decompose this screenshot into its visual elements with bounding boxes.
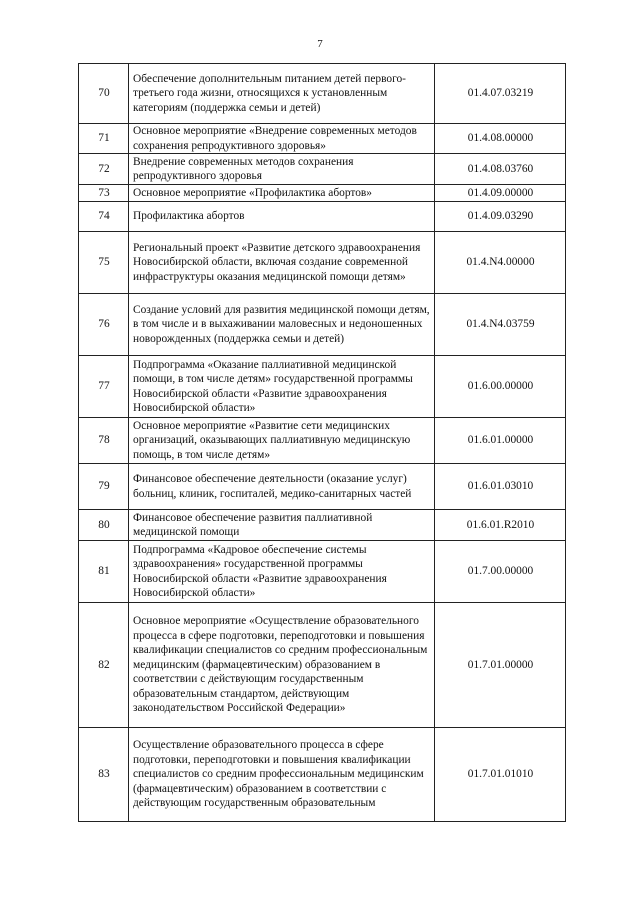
row-code: 01.4.N4.00000: [435, 232, 566, 294]
row-code: 01.4.N4.03759: [435, 294, 566, 356]
page-number: 7: [317, 38, 323, 50]
row-code: 01.7.01.01010: [435, 728, 566, 822]
row-name: Профилактика абортов: [129, 202, 435, 232]
row-code: 01.7.01.00000: [435, 603, 566, 728]
row-number: 79: [79, 464, 129, 510]
table-row: [79, 418, 566, 464]
row-number: 75: [79, 232, 129, 294]
table-row: [79, 356, 566, 418]
table-row: [79, 232, 566, 294]
row-name: Осуществление образовательного процесса в сфере подготовки, переподготовки и повышения квалификации специалистов со средним профессиональным медицинским (фармацевтическим) образованием в соответствии с действующим государственным образовательным: [129, 728, 435, 822]
row-name: Создание условий для развития медицинской помощи детям, в том числе и в выхаживании маловесных и недоношенных новорожденных (поддержка семьи и детей): [129, 294, 435, 356]
row-code: 01.6.01.R2010: [435, 510, 566, 541]
row-name: Основное мероприятие «Внедрение современных методов сохранения репродуктивного здоровья»: [129, 124, 435, 154]
row-code: 01.4.08.00000: [435, 124, 566, 154]
table-row: [79, 154, 566, 185]
row-code: 01.4.09.03290: [435, 202, 566, 232]
row-name: Внедрение современных методов сохранения репродуктивного здоровья: [129, 154, 435, 185]
row-number: 82: [79, 603, 129, 728]
table-row: [79, 124, 566, 154]
row-number: 74: [79, 202, 129, 232]
row-name: Основное мероприятие «Осуществление образовательного процесса в сфере подготовки, переподготовки и повышения квалификации специалистов со средним профессиональным медицинским (фармацевтическим) образованием в соответствии с действующим государственным образовательным стандартом, действующим законодательством Российской Федерации»: [129, 603, 435, 728]
table-row: [79, 64, 566, 124]
row-name: Финансовое обеспечение развития паллиативной медицинской помощи: [129, 510, 435, 541]
row-code: 01.4.09.00000: [435, 185, 566, 202]
row-number: 71: [79, 124, 129, 154]
row-number: 80: [79, 510, 129, 541]
row-number: 81: [79, 541, 129, 603]
row-code: 01.6.01.00000: [435, 418, 566, 464]
table-row: [79, 294, 566, 356]
row-name: Основное мероприятие «Развитие сети медицинских организаций, оказывающих паллиативную медицинскую помощь, в том числе детям»: [129, 418, 435, 464]
row-name: Региональный проект «Развитие детского здравоохранения Новосибирской области, включая создание современной инфраструктуры оказания медицинской помощи детям»: [129, 232, 435, 294]
row-number: 77: [79, 356, 129, 418]
row-code: 01.4.07.03219: [435, 64, 566, 124]
row-number: 72: [79, 154, 129, 185]
row-number: 70: [79, 64, 129, 124]
table-row: [79, 464, 566, 510]
row-name: Обеспечение дополнительным питанием детей первого-третьего года жизни, относящихся к установленным категориям (поддержка семьи и детей): [129, 64, 435, 124]
row-name: Основное мероприятие «Профилактика абортов»: [129, 185, 435, 202]
row-code: 01.4.08.03760: [435, 154, 566, 185]
budget-classification-table: [78, 63, 566, 822]
row-code: 01.6.01.03010: [435, 464, 566, 510]
row-code: 01.6.00.00000: [435, 356, 566, 418]
row-number: 73: [79, 185, 129, 202]
row-name: Подпрограмма «Оказание паллиативной медицинской помощи, в том числе детям» государственной программы Новосибирской области «Развитие здравоохранения Новосибирской области»: [129, 356, 435, 418]
row-number: 83: [79, 728, 129, 822]
table-row: [79, 728, 566, 822]
table-row: [79, 185, 566, 202]
table-row: [79, 202, 566, 232]
row-number: 76: [79, 294, 129, 356]
table-row: [79, 541, 566, 603]
row-code: 01.7.00.00000: [435, 541, 566, 603]
row-name: Подпрограмма «Кадровое обеспечение системы здравоохранения» государственной программы Новосибирской области «Развитие здравоохранения Новосибирской области»: [129, 541, 435, 603]
table-row: [79, 510, 566, 541]
row-name: Финансовое обеспечение деятельности (оказание услуг) больниц, клиник, госпиталей, медико-санитарных частей: [129, 464, 435, 510]
table-row: [79, 603, 566, 728]
row-number: 78: [79, 418, 129, 464]
